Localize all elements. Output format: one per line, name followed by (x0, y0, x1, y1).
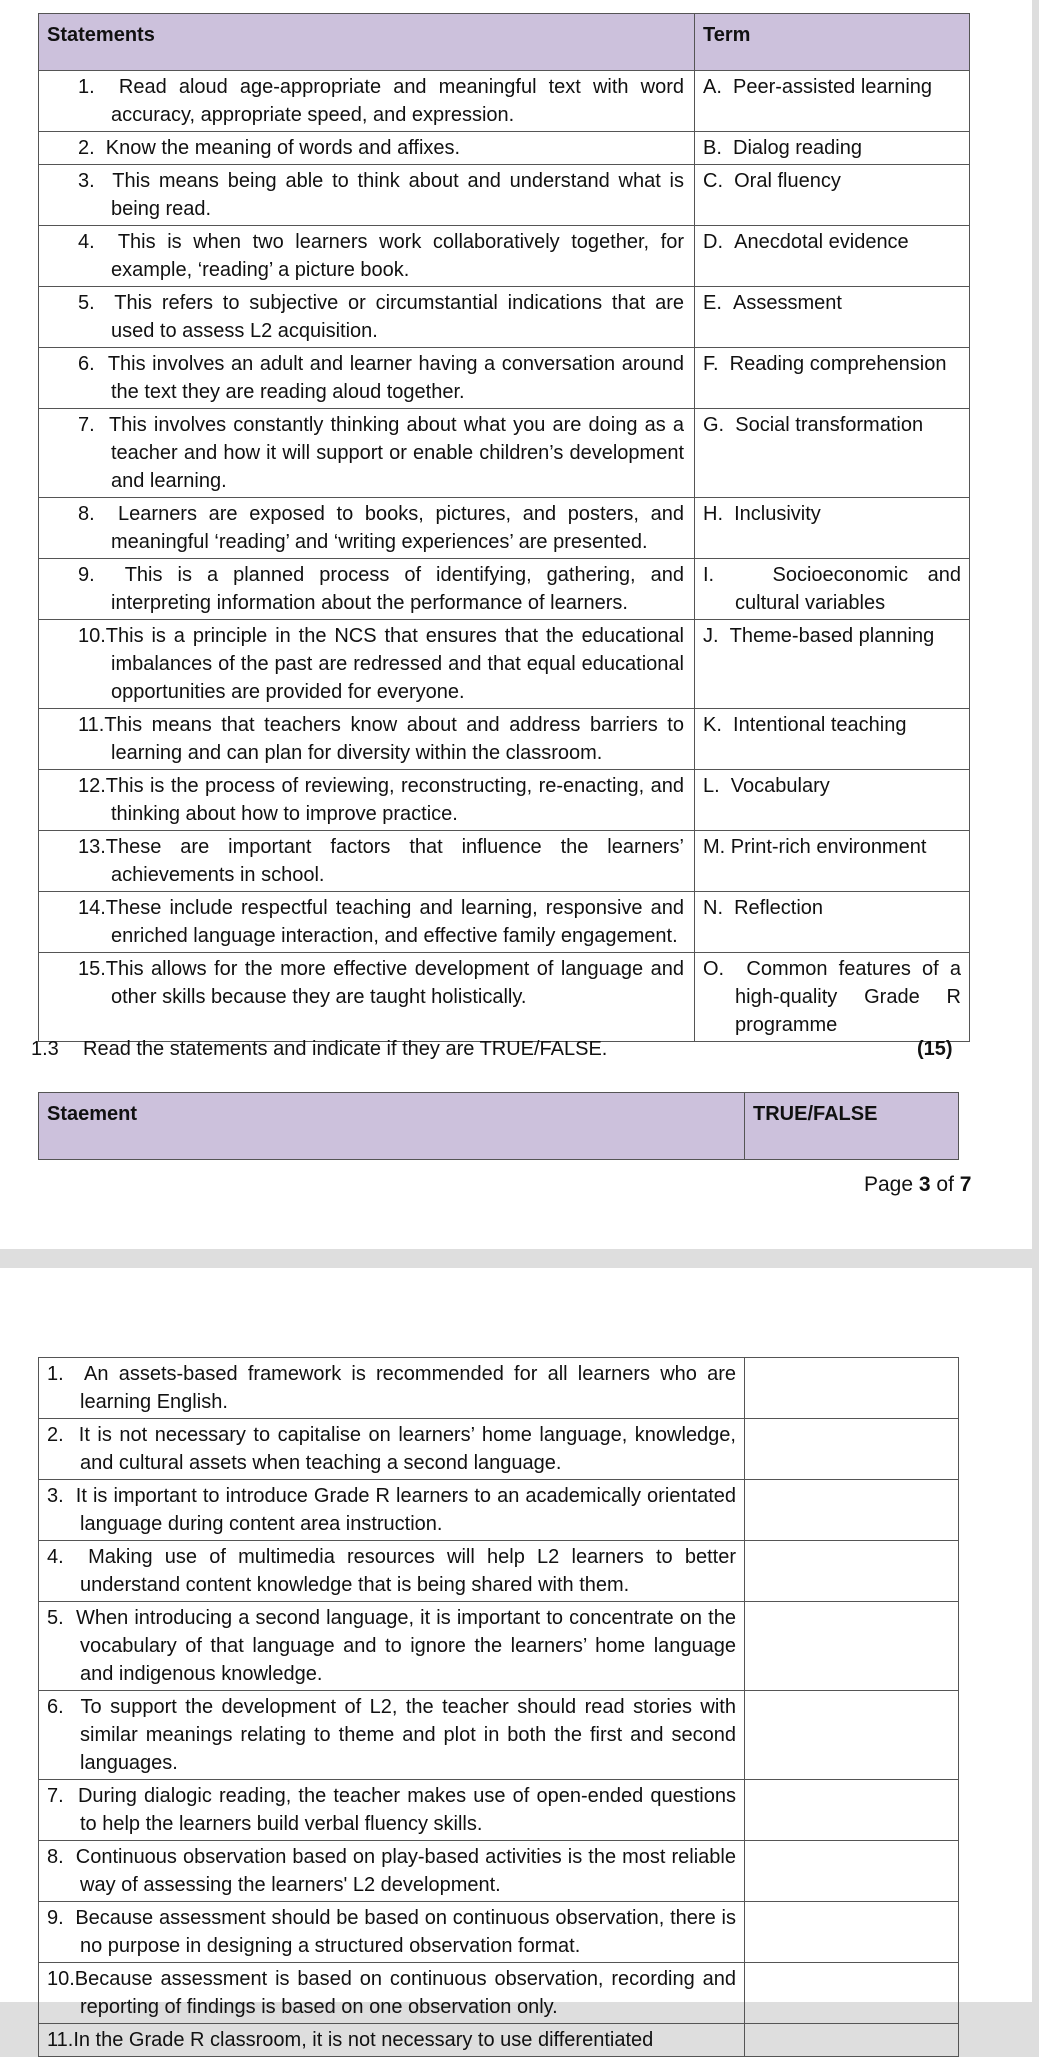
statement-cell: 15.This allows for the more effective development of language and other skills because they are taught holistically. (39, 953, 695, 1042)
matching-row (39, 287, 970, 348)
truefalse-answer-cell[interactable] (745, 1902, 959, 1963)
term-cell: L. Vocabulary (695, 770, 970, 831)
truefalse-row (39, 1480, 959, 1541)
matching-row (39, 709, 970, 770)
statement-cell: 9. This is a planned process of identifying, gathering, and interpreting information about the performance of learners. (39, 559, 695, 620)
matching-row (39, 71, 970, 132)
term-cell: O. Common features of a high-quality Grade R programme (695, 953, 970, 1042)
statement-cell: 8. Learners are exposed to books, pictures, and posters, and meaningful ‘reading’ and ‘writing experiences’ are presented. (39, 498, 695, 559)
statement-cell: 6. This involves an adult and learner having a conversation around the text they are reading aloud together. (39, 348, 695, 409)
truefalse-statement-cell: 10.Because assessment is based on continuous observation, recording and reporting of findings is based on one observation only. (39, 1963, 745, 2024)
term-cell: C. Oral fluency (695, 165, 970, 226)
statement-cell: 3. This means being able to think about and understand what is being read. (39, 165, 695, 226)
matching-row (39, 165, 970, 226)
matching-row (39, 498, 970, 559)
section-number: 1.3 (31, 1038, 59, 1060)
truefalse-column-header: TRUE/FALSE (745, 1093, 959, 1160)
truefalse-statement-cell: 6. To support the development of L2, the teacher should read stories with similar meanings relating to theme and plot in both the first and second languages. (39, 1691, 745, 1780)
truefalse-answer-cell[interactable] (745, 1780, 959, 1841)
truefalse-statement-cell: 9. Because assessment should be based on continuous observation, there is no purpose in designing a structured observation format. (39, 1902, 745, 1963)
term-cell: N. Reflection (695, 892, 970, 953)
page-of: of (936, 1173, 954, 1196)
truefalse-header-table (38, 1092, 959, 1160)
truefalse-row (39, 1780, 959, 1841)
term-cell: E. Assessment (695, 287, 970, 348)
truefalse-body (39, 1358, 959, 2057)
statements-column-header: Statements (39, 14, 695, 71)
term-column-header: Term (695, 14, 970, 71)
truefalse-statement-cell: 7. During dialogic reading, the teacher makes use of open-ended questions to help the learners build verbal fluency skills. (39, 1780, 745, 1841)
truefalse-statement-cell: 8. Continuous observation based on play-based activities is the most reliable way of assessing the learners' L2 development. (39, 1841, 745, 1902)
statement-cell: 11.This means that teachers know about and address barriers to learning and can plan for diversity within the classroom. (39, 709, 695, 770)
truefalse-answer-cell[interactable] (745, 1541, 959, 1602)
truefalse-answer-cell[interactable] (745, 1691, 959, 1780)
truefalse-row (39, 1602, 959, 1691)
term-cell: M. Print-rich environment (695, 831, 970, 892)
matching-row (39, 831, 970, 892)
truefalse-answer-cell[interactable] (745, 1358, 959, 1419)
truefalse-answer-cell[interactable] (745, 1419, 959, 1480)
truefalse-row (39, 2024, 959, 2057)
matching-body (39, 71, 970, 1042)
truefalse-header-row (39, 1093, 959, 1160)
matching-row (39, 620, 970, 709)
truefalse-statement-cell: 4. Making use of multimedia resources will help L2 learners to better understand content knowledge that is being shared with them. (39, 1541, 745, 1602)
matching-row (39, 770, 970, 831)
statement-cell: 5. This refers to subjective or circumstantial indications that are used to assess L2 acquisition. (39, 287, 695, 348)
truefalse-answer-cell[interactable] (745, 2024, 959, 2057)
matching-row (39, 892, 970, 953)
statement-cell: 1. Read aloud age-appropriate and meaningful text with word accuracy, appropriate speed, and expression. (39, 71, 695, 132)
truefalse-statement-cell: 5. When introducing a second language, it is important to concentrate on the vocabulary of that language and to ignore the learners’ home language and indigenous knowledge. (39, 1602, 745, 1691)
statement-cell: 13.These are important factors that influence the learners’ achievements in school. (39, 831, 695, 892)
statement-cell: 2. Know the meaning of words and affixes. (39, 132, 695, 165)
truefalse-answer-cell[interactable] (745, 1841, 959, 1902)
statement-cell: 4. This is when two learners work collaboratively together, for example, ‘reading’ a picture book. (39, 226, 695, 287)
term-cell: K. Intentional teaching (695, 709, 970, 770)
term-cell: F. Reading comprehension (695, 348, 970, 409)
matching-header-row (39, 14, 970, 71)
matching-row (39, 226, 970, 287)
truefalse-answer-cell[interactable] (745, 1602, 959, 1691)
statement-cell: 10.This is a principle in the NCS that ensures that the educational imbalances of the past are redressed and that equal educational opportunities are provided for everyone. (39, 620, 695, 709)
statement-cell: 12.This is the process of reviewing, reconstructing, re-enacting, and thinking about how to improve practice. (39, 770, 695, 831)
truefalse-answer-cell[interactable] (745, 1480, 959, 1541)
term-cell: A. Peer-assisted learning (695, 71, 970, 132)
matching-row (39, 132, 970, 165)
statement-cell: 7. This involves constantly thinking about what you are doing as a teacher and how it will support or enable children’s development and learning. (39, 409, 695, 498)
section-instruction: Read the statements and indicate if they are TRUE/FALSE. (83, 1038, 608, 1060)
term-cell: D. Anecdotal evidence (695, 226, 970, 287)
statement-column-header: Staement (39, 1093, 745, 1160)
truefalse-statement-cell: 11.In the Grade R classroom, it is not necessary to use differentiated (39, 2024, 745, 2057)
term-cell: G. Social transformation (695, 409, 970, 498)
matching-row (39, 953, 970, 1042)
truefalse-row (39, 1902, 959, 1963)
term-cell: H. Inclusivity (695, 498, 970, 559)
term-cell: J. Theme-based planning (695, 620, 970, 709)
truefalse-answer-cell[interactable] (745, 1963, 959, 2024)
matching-row (39, 348, 970, 409)
matching-table (38, 13, 970, 1042)
truefalse-table (38, 1357, 959, 2057)
matching-row (39, 409, 970, 498)
total-pages: 7 (959, 1173, 972, 1196)
truefalse-row (39, 1358, 959, 1419)
page-label: Page (864, 1173, 914, 1196)
current-page: 3 (918, 1173, 931, 1196)
statement-cell: 14.These include respectful teaching and learning, responsive and enriched language interaction, and effective family engagement. (39, 892, 695, 953)
truefalse-row (39, 1419, 959, 1480)
term-cell: I. Socioeconomic and cultural variables (695, 559, 970, 620)
truefalse-statement-cell: 1. An assets-based framework is recommended for all learners who are learning English. (39, 1358, 745, 1419)
page-number (864, 1173, 971, 1197)
matching-row (39, 559, 970, 620)
truefalse-row (39, 1841, 959, 1902)
truefalse-statement-cell: 3. It is important to introduce Grade R learners to an academically orientated language during content area instruction. (39, 1480, 745, 1541)
section-marks: (15) (917, 1038, 953, 1060)
truefalse-row (39, 1691, 959, 1780)
truefalse-row (39, 1541, 959, 1602)
truefalse-row (39, 1963, 959, 2024)
term-cell: B. Dialog reading (695, 132, 970, 165)
truefalse-statement-cell: 2. It is not necessary to capitalise on learners’ home language, knowledge, and cultural assets when teaching a second language. (39, 1419, 745, 1480)
